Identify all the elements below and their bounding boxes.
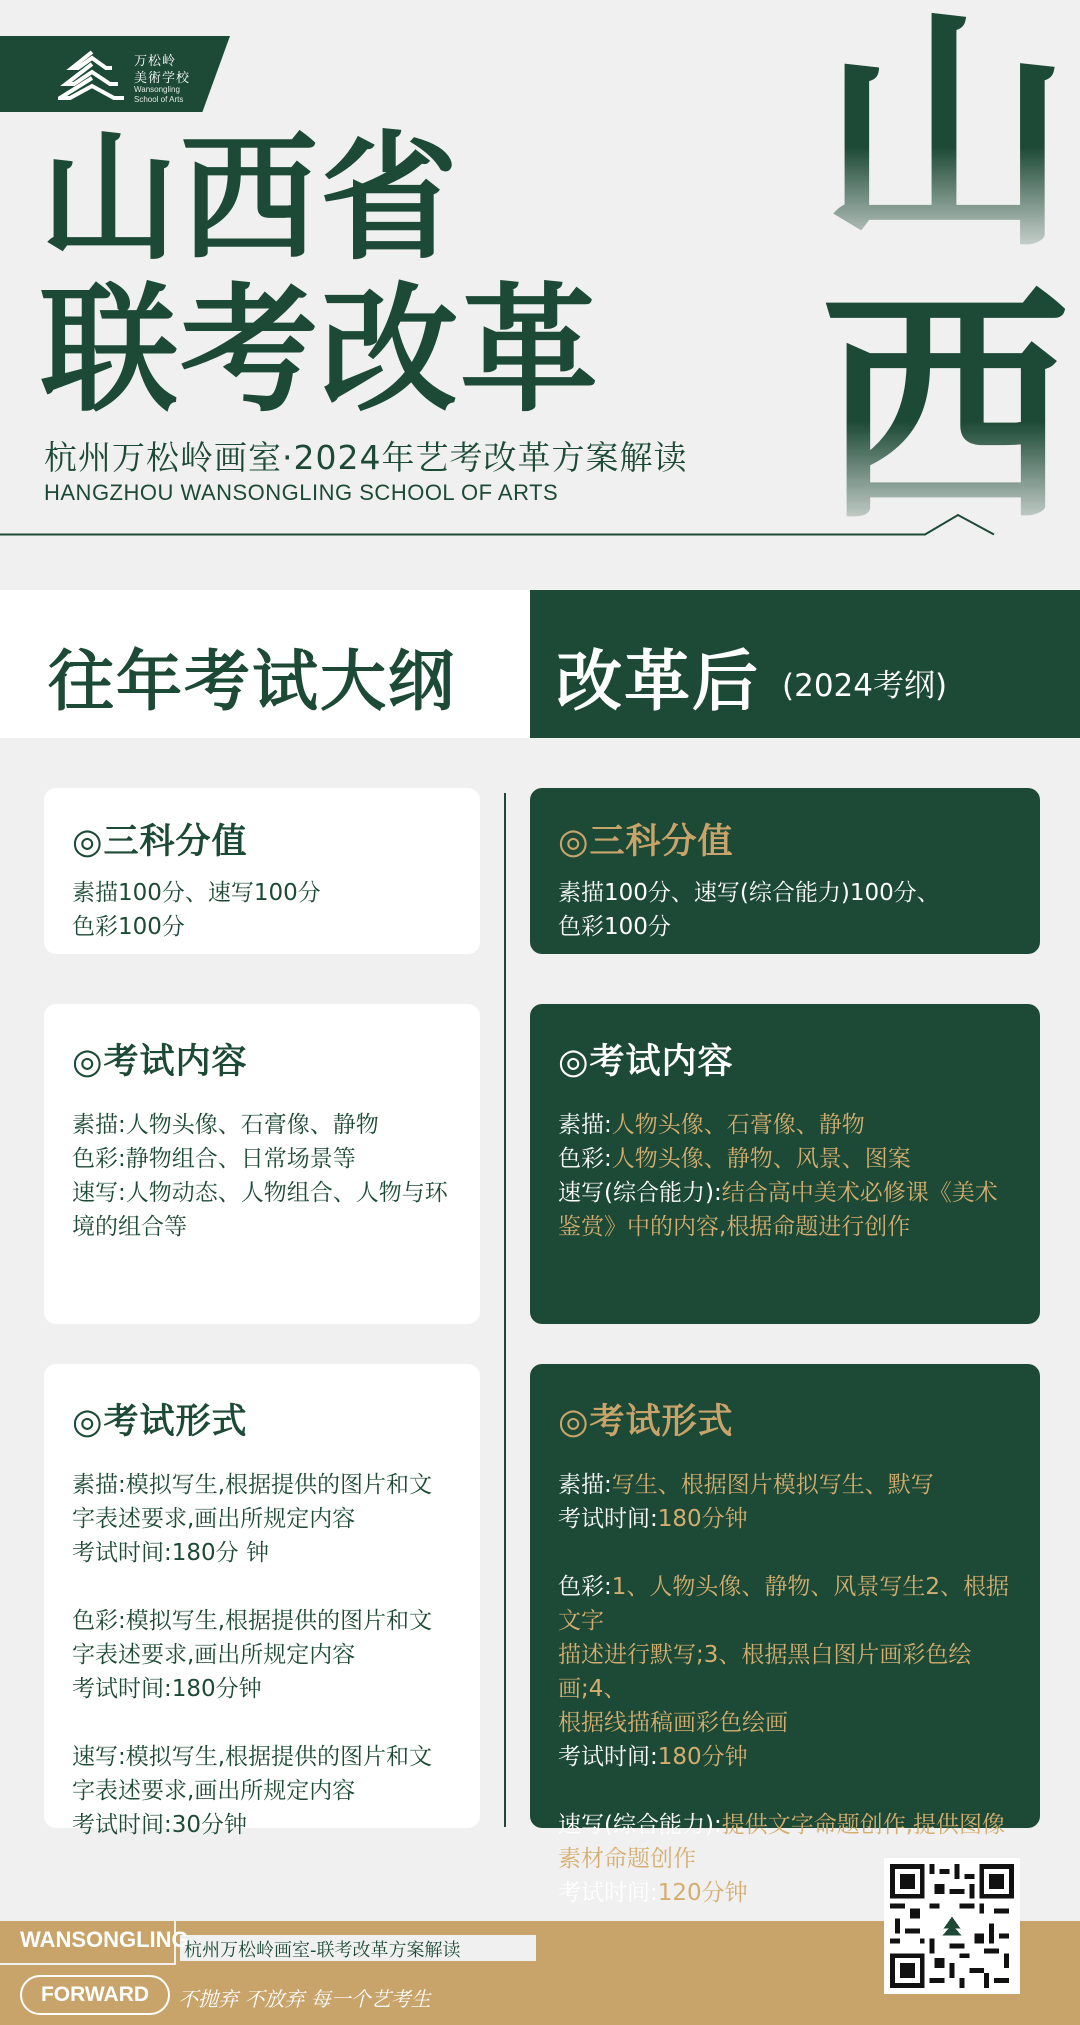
card-text: 色彩:静物组合、日常场景等 <box>72 1146 356 1172</box>
page-title-line-2: 联考改革 <box>40 270 601 431</box>
card-text: 色彩:1、人物头像、静物、风景写生2、根据文字 <box>558 1574 1010 1634</box>
card-text: 素描100分、速写(综合能力)100分、 <box>558 880 940 906</box>
forward-badge: FORWARD <box>20 1975 170 2015</box>
decorative-char-1: 山 <box>815 10 1075 260</box>
card-text: 境的组合等 <box>72 1214 187 1240</box>
decorative-char-2: 西 <box>815 285 1075 535</box>
card-text: 色彩:人物头像、静物、风景、图案 <box>558 1146 911 1172</box>
card-text: 考试时间:180分 钟 <box>72 1540 269 1566</box>
new-scores-card <box>530 788 1040 954</box>
new-content-card <box>530 1004 1040 1324</box>
card-text: 考试时间:30分钟 <box>72 1812 248 1838</box>
page-title-line-1: 山西省 <box>40 118 461 279</box>
card-text: 素描100分、速写100分 <box>72 880 321 906</box>
footer-brand: WANSONGLING <box>20 1927 189 1952</box>
subtitle: 杭州万松岭画室·2024年艺考改革方案解读 <box>44 438 688 477</box>
card-text: 素描:模拟写生,根据提供的图片和文 <box>72 1472 433 1498</box>
card-text: 速写(综合能力):提供文字命题创作,提供图像 <box>558 1812 1006 1838</box>
card-text: 根据线描稿画彩色绘画 <box>558 1710 788 1736</box>
old-content-card <box>44 1004 480 1324</box>
new-syllabus-heading: 改革后 <box>556 643 760 720</box>
card-text: 速写(综合能力):结合高中美术必修课《美术 <box>558 1180 998 1206</box>
new-syllabus-year: (2024考纲) <box>782 668 948 704</box>
old-syllabus-heading: 往年考试大纲 <box>48 643 456 720</box>
new-format-card <box>530 1364 1040 1906</box>
card-text: 素描:人物头像、石膏像、静物 <box>72 1112 379 1138</box>
card-text: 色彩100分 <box>72 914 185 940</box>
card-text: 素材命题创作 <box>558 1846 696 1872</box>
card-text: 字表述要求,画出所规定内容 <box>72 1506 356 1532</box>
footer-caption: 杭州万松岭画室-联考改革方案解读 <box>184 1940 461 1961</box>
card-text: 考试时间:180分钟 <box>72 1676 262 1702</box>
card-text: 描述进行默写;3、根据黑白图片画彩色绘画;4、 <box>558 1642 972 1702</box>
card-text: 字表述要求,画出所规定内容 <box>72 1642 356 1668</box>
card-text: 素描:人物头像、石膏像、静物 <box>558 1112 865 1138</box>
card-title: ◎三科分值 <box>558 822 734 862</box>
column-divider <box>504 793 506 1827</box>
card-text: 色彩100分 <box>558 914 671 940</box>
subtitle-english: HANGZHOU WANSONGLING SCHOOL OF ARTS <box>44 480 559 505</box>
logo-name-en-2: School of Arts <box>134 95 184 104</box>
card-text: 字表述要求,画出所规定内容 <box>72 1778 356 1804</box>
card-text: 鉴赏》中的内容,根据命题进行创作 <box>558 1214 911 1240</box>
card-text: 素描:写生、根据图片模拟写生、默写 <box>558 1472 934 1498</box>
qr-code-icon[interactable] <box>884 1858 1020 1994</box>
card-title: ◎考试内容 <box>72 1042 248 1082</box>
card-title: ◎三科分值 <box>72 822 248 862</box>
card-text: 考试时间:180分钟 <box>558 1744 748 1770</box>
card-title: ◎考试内容 <box>558 1042 734 1082</box>
card-text: 速写:人物动态、人物组合、人物与环 <box>72 1180 448 1206</box>
old-scores-card <box>44 788 480 954</box>
card-text: 色彩:模拟写生,根据提供的图片和文 <box>72 1608 433 1634</box>
card-text: 考试时间:180分钟 <box>558 1506 748 1532</box>
footer-slogan: 不抛弃 不放弃 每一个艺考生 <box>178 1987 431 2011</box>
card-text: 速写:模拟写生,根据提供的图片和文 <box>72 1744 433 1770</box>
card-title: ◎考试形式 <box>72 1402 248 1442</box>
logo-name-cn-1: 万松岭 <box>134 54 177 69</box>
old-format-card <box>44 1364 480 1838</box>
pine-tree-logo-icon <box>58 50 126 100</box>
card-text: 考试时间:120分钟 <box>558 1880 748 1906</box>
card-title: ◎考试形式 <box>558 1402 734 1442</box>
logo-name-en-1: Wansongling <box>134 85 180 94</box>
logo-name-cn-2: 美術学校 <box>134 71 191 86</box>
